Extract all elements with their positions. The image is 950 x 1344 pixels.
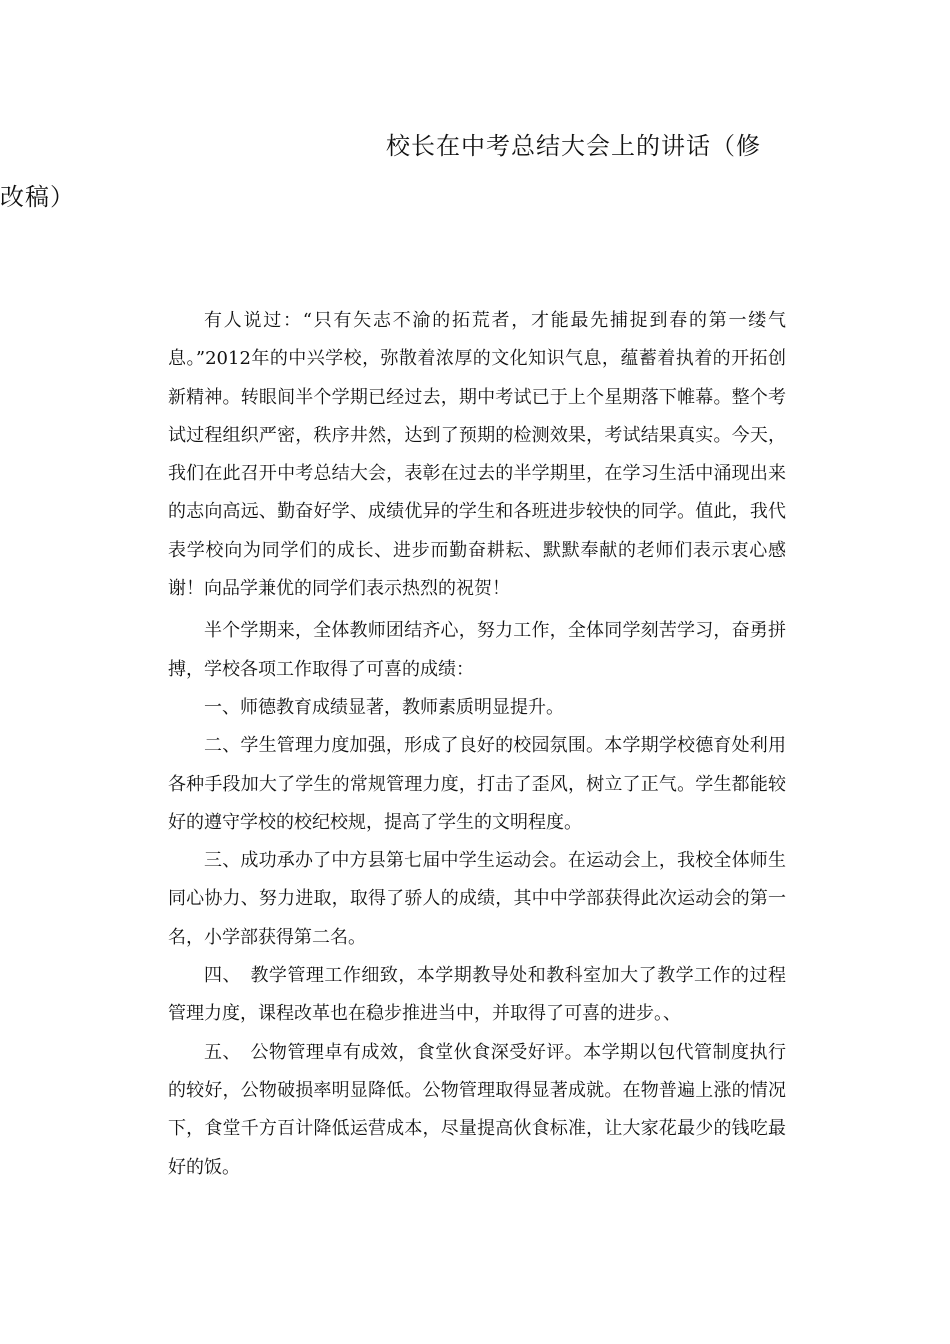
document-body bbox=[168, 302, 786, 1187]
paragraph-item-3: 三、成功承办了中方县第七届中学生运动会。在运动会上，我校全体师生同心协力、努力进取，取得了骄人的成绩，其中中学部获得此次运动会的第一名，小学部获得第二名。 bbox=[168, 850, 786, 948]
paragraph-item-1: 一、师德教育成绩显著，教师素质明显提升。 bbox=[204, 696, 564, 718]
paragraph-item-5: 五、 公物管理卓有成效，食堂伙食深受好评。本学期以包代管制度执行的较好，公物破损率明显降低。公物管理取得显著成就。在物普遍上涨的情况下，食堂千方百计降低运营成本，尽量提高伙食标准，让大家花最少的钱吃最好的饭。 bbox=[168, 1041, 786, 1178]
paragraph-opening: 有人说过：“只有矢志不渝的拓荒者，才能最先捕捉到春的第一缕气息。”2012年的中兴学校，弥散着浓厚的文化知识气息，蕴蓄着执着的开拓创新精神。转眼间半个学期已经过去，期中考试已于上个星期落下帷幕。整个考试过程组织严密，秩序井然，达到了预期的检测效果，考试结果真实。今天，我们在此召开中考总结大会，表彰在过去的半学期里，在学习生活中涌现出来的志向高远、勤奋好学、成绩优异的学生和各班进步较快的同学。值此，我代表学校向为同学们的成长、进步而勤奋耕耘、默默奉献的老师们表示衷心感谢！向品学兼优的同学们表示热烈的祝贺！ bbox=[168, 310, 786, 600]
paragraph-item-4: 四、 教学管理工作细致，本学期教导处和教科室加大了教学工作的过程管理力度，课程改革也在稳步推进当中，并取得了可喜的进步。、 bbox=[168, 965, 786, 1025]
paragraph-achievements-intro: 半个学期来，全体教师团结齐心，努力工作，全体同学刻苦学习，奋勇拼搏，学校各项工作取得了可喜的成绩： bbox=[168, 620, 786, 680]
document-title-line-2: 改稿） bbox=[0, 183, 75, 211]
document-title-line-1: 校长在中考总结大会上的讲话（修 bbox=[386, 132, 761, 160]
paragraph-item-2: 二、学生管理力度加强，形成了良好的校园氛围。本学期学校德育处利用各种手段加大了学生的常规管理力度，打击了歪风，树立了正气。学生都能较好的遵守学校的校纪校规，提高了学生的文明程度。 bbox=[168, 735, 786, 833]
